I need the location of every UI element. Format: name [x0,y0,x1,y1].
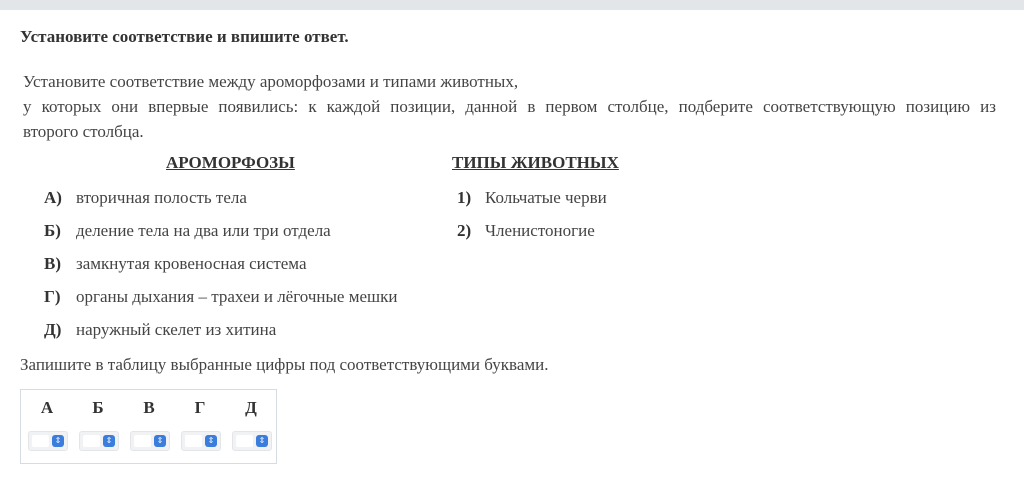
item-key: 2) [457,221,472,240]
select-value [83,435,100,447]
answer-select-v[interactable] [130,431,170,451]
item-key: В) [44,254,61,273]
item-text: органы дыхания – трахеи и лёгочные мешки [76,287,398,306]
item-key: Г) [44,287,61,306]
select-value [236,435,253,447]
item-text: деление тела на два или три отдела [76,221,331,240]
updown-chevron-icon: ⇕ [154,435,166,447]
answer-header: Г [194,398,206,417]
answer-select-a[interactable] [28,431,68,451]
item-text: наружный скелет из хитина [76,320,277,339]
answer-instruction: Запишите в таблицу выбранные цифры под соответствующими буквами. [20,355,549,374]
left-column-title: АРОМОРФОЗЫ [166,153,295,172]
answer-header: Б [92,398,104,417]
item-text: замкнутая кровеносная система [76,254,307,273]
updown-chevron-icon: ⇕ [205,435,217,447]
top-bar [0,0,1024,10]
item-key: 1) [457,188,472,207]
answer-select-d[interactable] [232,431,272,451]
select-value [32,435,49,447]
answer-header: В [143,398,155,417]
updown-chevron-icon: ⇕ [256,435,268,447]
answer-select-g[interactable] [181,431,221,451]
item-key: А) [44,188,62,207]
intro-line-3: второго столбца. [23,122,144,141]
intro-line-1: Установите соответствие между ароморфозами и типами животных, [23,72,519,91]
task-heading: Установите соответствие и впишите ответ. [20,27,349,46]
answer-select-b[interactable] [79,431,119,451]
updown-chevron-icon: ⇕ [103,435,115,447]
answer-header: Д [245,398,257,417]
updown-chevron-icon: ⇕ [52,435,64,447]
answer-header: А [40,398,54,417]
answer-table [20,389,277,464]
task-description [23,69,996,144]
intro-line-2: у которых они впервые появились: к каждой позиции, данной в первом столбце, подберите соответствующую позицию из [23,97,996,116]
item-text: Кольчатые черви [485,188,607,207]
item-key: Д) [44,320,62,339]
item-text: Членистоногие [485,221,595,240]
item-text: вторичная полость тела [76,188,247,207]
right-column-title: ТИПЫ ЖИВОТНЫХ [452,153,619,172]
select-value [134,435,151,447]
item-key: Б) [44,221,61,240]
select-value [185,435,202,447]
